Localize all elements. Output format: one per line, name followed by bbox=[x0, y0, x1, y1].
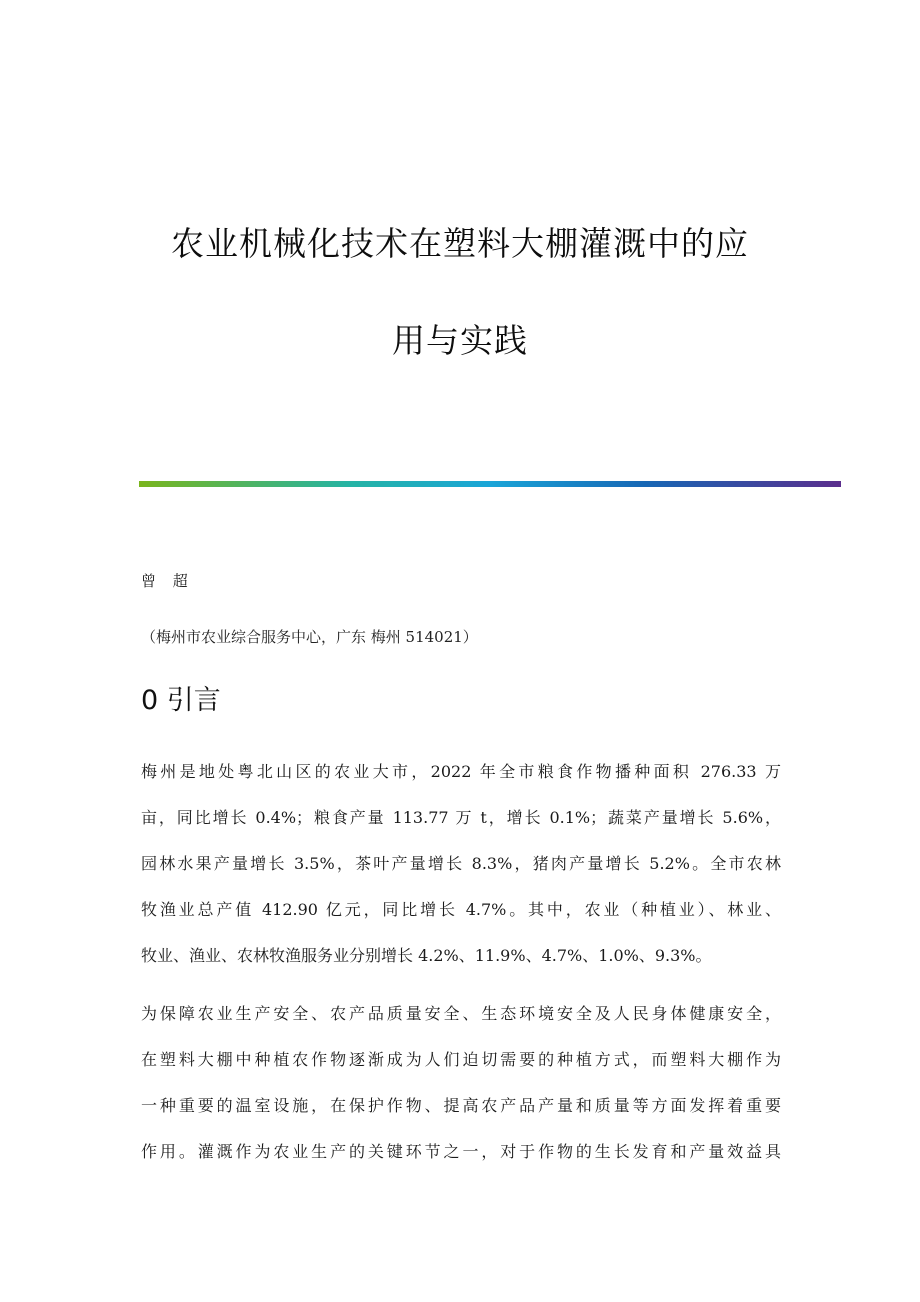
section-heading: 0 引言 bbox=[141, 685, 221, 716]
paragraph-line: 在塑料大棚中种植农作物逐渐成为人们迫切需要的种植方式，而塑料大棚作为 bbox=[141, 1050, 781, 1069]
paragraph-line: 园林水果产量增长 3.5%，茶叶产量增长 8.3%，猪肉产量增长 5.2%。全市农林 bbox=[141, 854, 781, 873]
paragraph-line: 一种重要的温室设施，在保护作物、提高农产品产量和质量等方面发挥着重要 bbox=[141, 1096, 781, 1115]
gradient-divider bbox=[139, 481, 841, 487]
document-title-line-1: 农业机械化技术在塑料大棚灌溉中的应 bbox=[171, 224, 749, 263]
body-paragraph bbox=[141, 999, 781, 1183]
paragraph-line: 梅州是地处粤北山区的农业大市，2022 年全市粮食作物播种面积 276.33 万 bbox=[141, 762, 781, 781]
author-name: 曾 超 bbox=[141, 572, 194, 590]
paragraph-line: 牧渔业总产值 412.90 亿元，同比增长 4.7%。其中，农业（种植业）、林业、 bbox=[141, 900, 781, 919]
paragraph-line: 亩，同比增长 0.4%；粮食产量 113.77 万 t，增长 0.1%；蔬菜产量增长 5.6%， bbox=[141, 808, 781, 827]
paragraph-line: 作用。灌溉作为农业生产的关键环节之一，对于作物的生长发育和产量效益具 bbox=[141, 1142, 781, 1161]
author-affiliation: （梅州市农业综合服务中心，广东 梅州 514021） bbox=[141, 628, 478, 646]
body-paragraph bbox=[141, 757, 781, 987]
document-title-line-2: 用与实践 bbox=[392, 321, 528, 360]
paragraph-line: 为保障农业生产安全、农产品质量安全、生态环境安全及人民身体健康安全， bbox=[141, 1004, 781, 1023]
paragraph-line: 牧业、渔业、农林牧渔服务业分别增长 4.2%、11.9%、4.7%、1.0%、9.3%。 bbox=[141, 946, 712, 965]
